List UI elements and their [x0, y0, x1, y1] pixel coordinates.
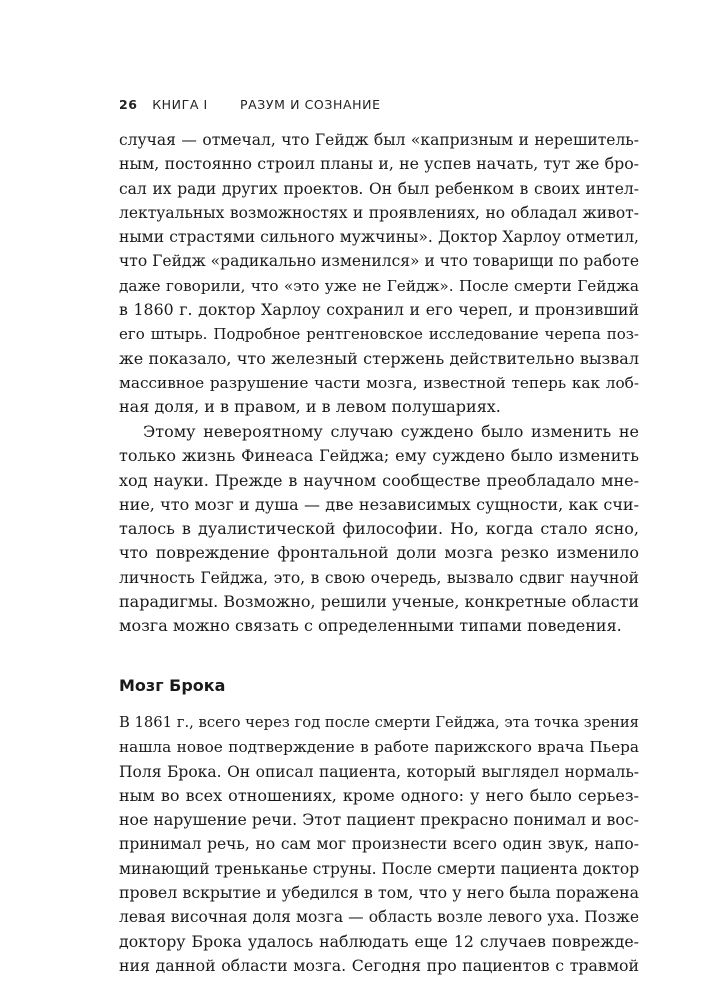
text-line: в 1860 г. доктор Харлоу сохранил и его череп, и пронзивший: [119, 300, 639, 320]
page-number: 26: [119, 97, 138, 112]
text-line: что повреждение фронтальной доли мозга резко изменило: [119, 543, 639, 563]
paragraph-3: [119, 711, 639, 978]
text-line: массивное разрушение части мозга, известной теперь как лоб-: [119, 373, 639, 392]
text-line: нашла новое подтверждение в работе парижского врача Пьера: [119, 738, 639, 757]
text-line: только жизнь Финеаса Гейджа; ему суждено было изменить: [119, 446, 639, 466]
text-line: Поля Брока. Он описал пациента, который выглядел нормаль-: [119, 762, 639, 781]
text-line: ная доля, и в правом, и в левом полушариях.: [119, 397, 501, 417]
text-line: же показало, что железный стержень действительно вызвал: [119, 348, 639, 368]
text-line: мозга можно связать с определенными типами поведения.: [119, 616, 622, 636]
text-line: минающий треньканье струны. После смерти пациента доктор: [119, 859, 640, 878]
text-line: провел вскрытие и убедился в том, что у него была поражена: [119, 883, 639, 903]
text-line: случая — отмечал, что Гейдж был «капризным и нерешитель-: [119, 131, 639, 149]
text-line: его штырь. Подробное рентгеновское исследование черепа поз-: [119, 325, 639, 344]
text-line: левая височная доля мозга — область возле левого уха. Позже: [119, 908, 639, 927]
text-line: парадигмы. Возможно, решили ученые, конкретные области: [119, 592, 639, 612]
text-line: ное нарушение речи. Этот пациент прекрасно понимал и вос-: [119, 810, 639, 830]
text-line: сал их ради других проектов. Он был ребенком в своих интел-: [119, 179, 639, 198]
text-line: даже говорили, что «это уже не Гейдж». После смерти Гейджа: [119, 276, 639, 295]
text-line: ход науки. Прежде в научном сообществе преобладало мне-: [119, 470, 639, 490]
text-line: лектуальных возможностях и проявлениях, но обладал живот-: [119, 203, 639, 222]
text-line: ния данной области мозга. Сегодня про пациентов с травмой: [119, 955, 639, 975]
section-title: РАЗУМ И СОЗНАНИЕ: [240, 97, 381, 112]
section-heading: Мозг Брока: [119, 676, 226, 695]
text-line: В 1861 г., всего через год после смерти Гейджа, эта точка зрения: [119, 714, 639, 731]
text-line: талось в дуалистической философии. Но, когда стало ясно,: [119, 519, 639, 539]
text-line: ным, постоянно строил планы и, не успев начать, тут же бро-: [119, 154, 639, 174]
paragraph-2: [119, 420, 639, 639]
running-head: [119, 97, 381, 112]
text-line: Этому невероятному случаю суждено было изменить не: [143, 422, 639, 441]
text-line: ными страстями сильного мужчины». Доктор Харлоу отметил,: [119, 228, 639, 247]
text-line: принимал речь, но сам мог произнести всего один звук, напо-: [119, 835, 639, 854]
text-line: что Гейдж «радикально изменился» и что товарищи по работе: [119, 252, 639, 271]
text-line: ние, что мозг и душа — две независимых сущности, как счи-: [119, 494, 639, 514]
text-line: доктору Брока удалось наблюдать еще 12 случаев поврежде-: [119, 931, 639, 951]
text-line: личность Гейджа, это, в свою очередь, вызвало сдвиг научной: [119, 568, 639, 587]
paragraph-1: [119, 128, 639, 420]
text-line: ным во всех отношениях, кроме одного: у него было серьез-: [119, 785, 639, 805]
book-label: КНИГА I: [152, 97, 208, 112]
